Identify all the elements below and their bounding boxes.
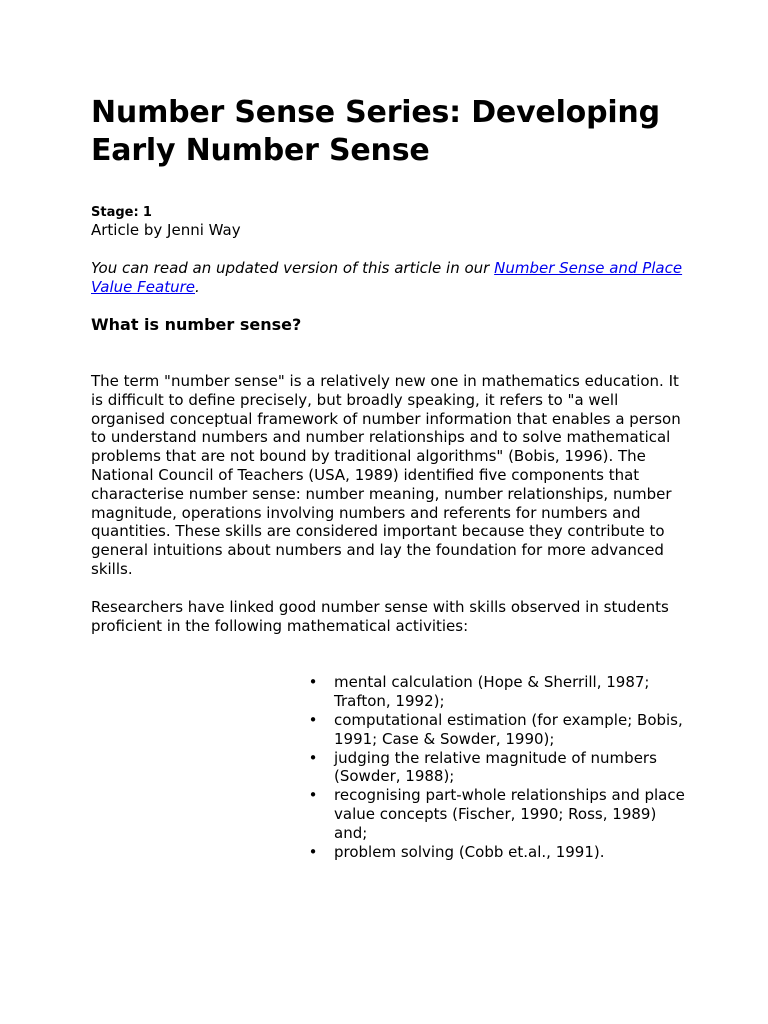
bullet-icon: • [308, 673, 318, 692]
list-item [308, 786, 691, 842]
list-item-text: computational estimation (for example; Bobis, 1991; Case & Sowder, 1990); [334, 710, 683, 748]
list-item-text: problem solving (Cobb et.al., 1991). [334, 842, 605, 861]
list-item [308, 673, 691, 711]
list-item-text: mental calculation (Hope & Sherrill, 1987; Trafton, 1992); [334, 673, 650, 711]
list-item [308, 842, 691, 862]
bullet-icon: • [308, 748, 318, 767]
bullet-icon: • [308, 842, 318, 861]
stage-value: 1 [142, 205, 152, 220]
updated-note-suffix: . [195, 278, 200, 296]
page-title: Number Sense Series: Developing Early Number Sense [91, 95, 660, 168]
paragraph-research: Researchers have linked good number sense with skills observed in students proficient in the following mathematical activities: [91, 597, 669, 635]
section-heading: What is number sense? [91, 315, 302, 334]
author-byline: Article by Jenni Way [91, 221, 241, 239]
bullet-icon: • [308, 710, 318, 729]
stage-label: Stage: [91, 205, 139, 220]
article [91, 94, 691, 861]
list-item-text: recognising part-whole relationships and place value concepts (Fischer, 1990; Ross, 1989) and; [334, 786, 685, 842]
list-item [308, 710, 691, 749]
activities-list [91, 673, 691, 861]
updated-note-prefix: You can read an updated version of this article in our [91, 259, 495, 277]
list-item [308, 748, 691, 787]
bullet-icon: • [308, 786, 318, 805]
paragraph-definition: The term "number sense" is a relatively new one in mathematics education. It is difficult to define precisely, but broadly speaking, it refers to "a well organised conceptual framework of number information that enables a person to understand numbers and number relationships and to solve mathematical problems that are not bound by traditional algorithms" (Bobis, 1996). The National Council of Teachers (USA, 1989) identified five components that characterise number sense: number meaning, number relationships, number magnitude, operations involving numbers and referents for numbers and quantities. These skills are considered important because they contribute to general intuitions about numbers and lay the foundation for more advanced skills. [91, 372, 681, 578]
list-item-text: judging the relative magnitude of numbers (Sowder, 1988); [334, 748, 657, 786]
stage-line [91, 204, 691, 221]
updated-version-note [91, 259, 691, 297]
number-sense-feature-link[interactable]: Number Sense and Place Value Feature [91, 259, 683, 296]
